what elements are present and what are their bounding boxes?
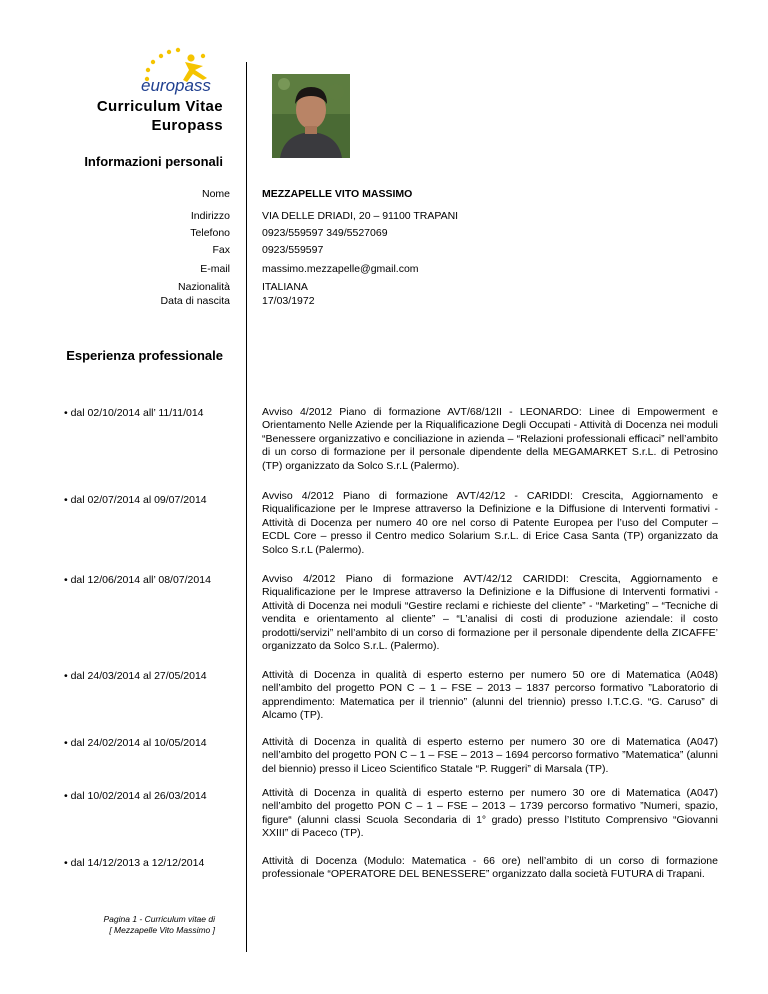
value-fax: 0923/559597 — [262, 244, 324, 256]
experience-description: Avviso 4/2012 Piano di formazione AVT/68/12II - LEONARDO: Linee di Empowerment e Orientamento Nelle Aziende per la Riqualificazione Degli Occupati - Attività di Docenza nei moduli “Benessere organizzativo e conciliazione in azienda – “Relazioni professionali efficaci” nell’ambito di un corso di formazione per il personale dipendente della MEGAMARKET S.r.L. di Petrosino (TP) organizzato da Solco S.r.L (Palermo). — [262, 406, 718, 472]
experience-date: • dal 02/07/2014 al 09/07/2014 — [64, 494, 207, 506]
experience-date: • dal 24/03/2014 al 27/05/2014 — [64, 670, 207, 682]
footer-line2: [ Mezzapelle Vito Massimo ] — [109, 925, 215, 935]
experience-date: • dal 14/12/2013 a 12/12/2014 — [64, 857, 205, 869]
cv-title-line1: Curriculum Vitae — [96, 98, 223, 115]
experience-date: • dal 12/06/2014 all’ 08/07/2014 — [64, 574, 211, 586]
value-nationality: ITALIANA — [262, 281, 308, 293]
personal-info-heading: Informazioni personali — [84, 154, 223, 169]
value-phone: 0923/559597 349/5527069 — [262, 227, 388, 239]
europass-logo — [133, 44, 223, 102]
value-name: MEZZAPELLE VITO MASSIMO — [262, 188, 413, 200]
label-address: Indirizzo — [190, 210, 230, 222]
value-birthdate: 17/03/1972 — [262, 295, 315, 307]
experience-description: Attività di Docenza in qualità di esperto esterno per numero 30 ore di Matematica (A047) nell’ambito del progetto PON C – 1 – FSE – 2013 – 1739 percorso formativo ”Numeri, spazio, figure“ (alunni classi Scuola Secondaria di 1° grado) presso l’Istituto Comprensivo “Giovanni XXIII” di Paceco (TP). — [262, 787, 718, 840]
profile-photo — [272, 74, 350, 158]
experience-date: • dal 24/02/2014 al 10/05/2014 — [64, 737, 207, 749]
footer-line1: Pagina 1 - Curriculum vitae di — [103, 914, 215, 924]
label-birthdate: Data di nascita — [160, 295, 230, 307]
page-footer — [104, 914, 216, 936]
label-fax: Fax — [212, 244, 230, 256]
experience-date: • dal 02/10/2014 all’ 11/11/014 — [64, 407, 204, 419]
experience-description: Attività di Docenza in qualità di esperto esterno per numero 50 ore di Matematica (A048) nell’ambito del progetto PON C – 1 – FSE – 2013 – 1837 percorso formativo ”Laboratorio di apprendimento: Matematica per il triennio” (alunni del triennio) presso I.T.C.G. “G. Caruso” di Alcamo (TP). — [262, 669, 718, 722]
experience-description: Attività di Docenza in qualità di esperto esterno per numero 30 ore di Matematica (A047) nell’ambito del progetto PON C – 1 – FSE – 2013 – 1694 percorso formativo ”Matematica” (alunni del biennio) presso il Liceo Scientifico Statale “P. Ruggeri” di Marsala (TP). — [262, 736, 718, 775]
svg-text:europass: europass — [141, 76, 211, 95]
label-name: Nome — [201, 188, 230, 200]
label-nationality: Nazionalità — [178, 281, 230, 293]
experience-description: Attività di Docenza (Modulo: Matematica - 66 ore) nell’ambito di un corso di formazione professionale “OPERATORE DEL BENESSERE” organizzato dalla società FUTURA di Trapani. — [262, 855, 718, 881]
experience-description: Avviso 4/2012 Piano di formazione AVT/42/12 CARIDDI: Crescita, Aggiornamento e Riqualificazione per le Imprese attraverso la Definizione e la Diffusione di Interventi formativi - Attività di Docenza nei moduli “Gestire reclami e richieste del cliente” - “Marketing” – “Tecniche di vendita e orientamento al cliente” – “L’analisi di costi di produzione aziendale: il costo prodotti/servizi” nell’ambito di un corso di formazione per il personale dipendente della ZICAFFE’ organizzato da Solco S.r.L. (Palermo). — [262, 573, 718, 653]
label-phone: Telefono — [190, 227, 230, 239]
value-email[interactable]: massimo.mezzapelle@gmail.com — [262, 263, 419, 275]
experience-heading: Esperienza professionale — [66, 348, 223, 363]
experience-description: Avviso 4/2012 Piano di formazione AVT/42/12 - CARIDDI: Crescita, Aggiornamento e Riqualificazione per le Imprese attraverso la Definizione e la Diffusione di Interventi formativi - Attività di Docenza per numero 40 ore nel corso di Patente Europea per l’uso del Computer – ECDL Core – presso il Centro medico Solarium S.r.L. di Erice Casa Santa (TP) organizzato da Solco S.r.L (Palermo). — [262, 490, 718, 556]
cv-title — [97, 97, 223, 135]
column-divider — [246, 62, 247, 952]
experience-date: • dal 10/02/2014 al 26/03/2014 — [64, 790, 207, 802]
value-address: VIA DELLE DRIADI, 20 – 91100 TRAPANI — [262, 210, 459, 222]
cv-title-line2: Europass — [151, 117, 223, 134]
label-email: E-mail — [200, 263, 230, 275]
